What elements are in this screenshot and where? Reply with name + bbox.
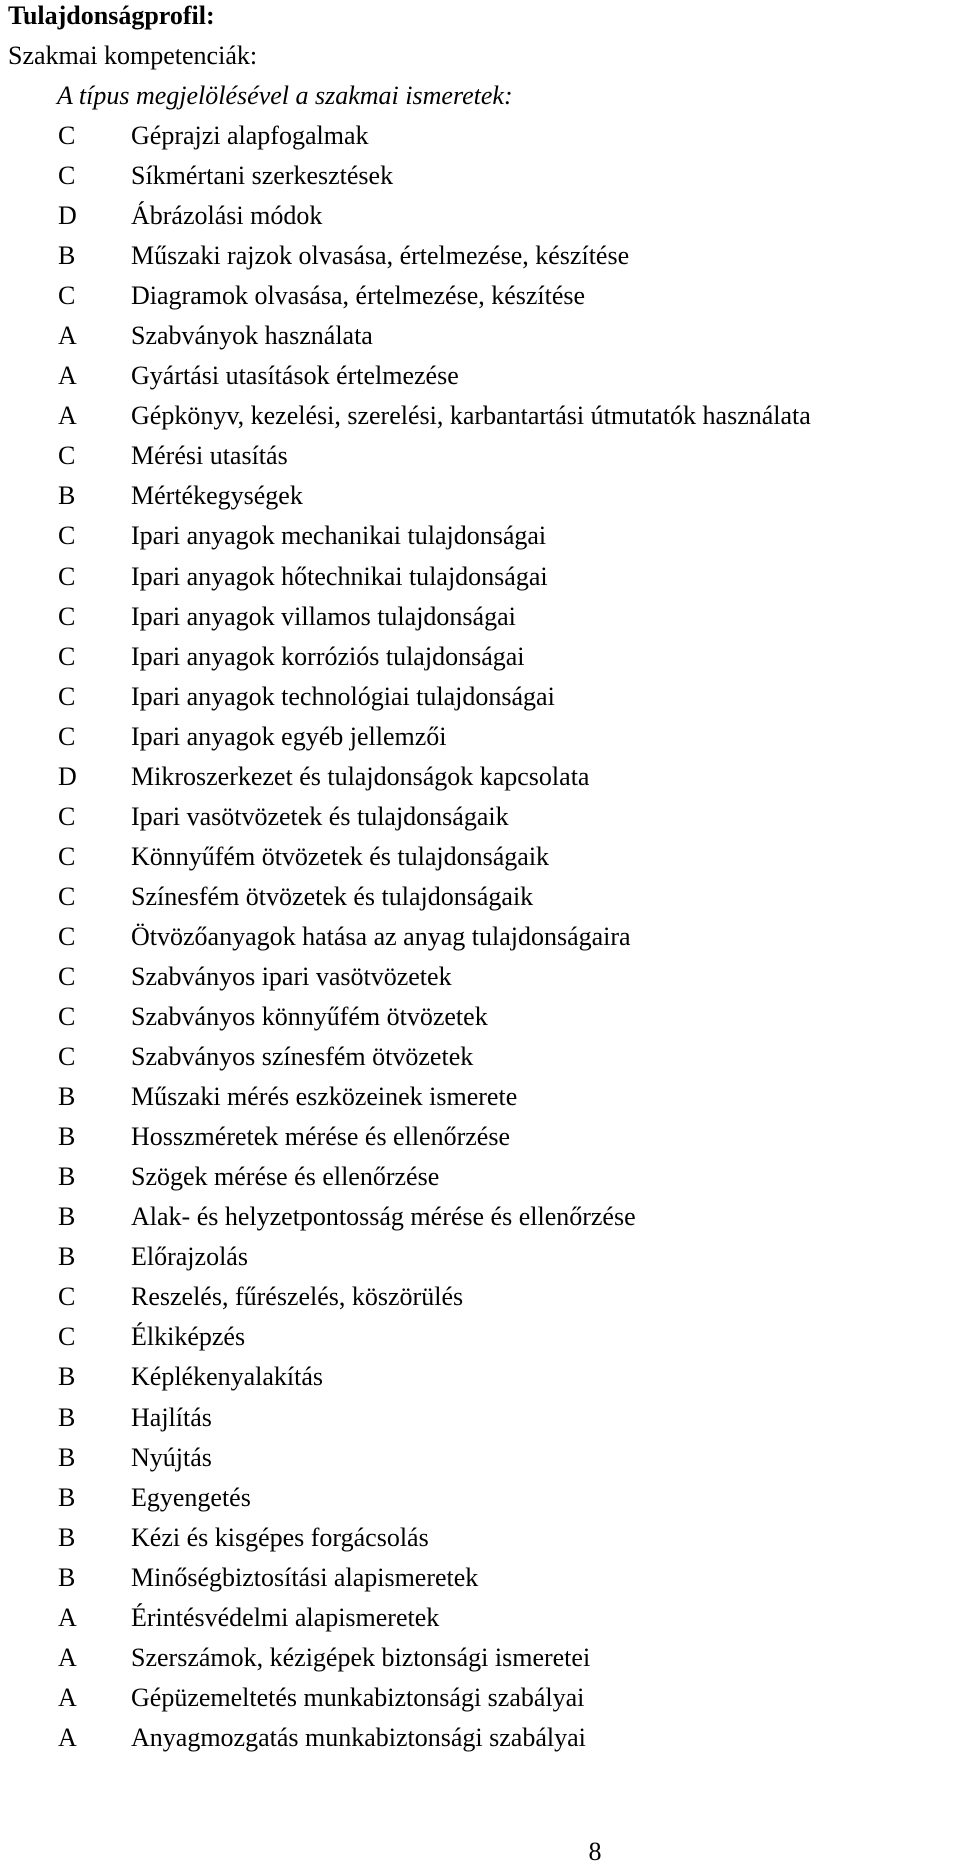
competency-text: Műszaki rajzok olvasása, értelmezése, készítése [131, 241, 630, 271]
competency-item [0, 921, 960, 961]
competency-item [0, 120, 960, 160]
competency-item [0, 1522, 960, 1562]
competency-list [0, 120, 960, 1762]
competency-text: Ipari anyagok technológiai tulajdonságai [131, 681, 555, 711]
competency-item [0, 681, 960, 721]
competency-item [0, 480, 960, 520]
competency-text: Szabványos színesfém ötvözetek [131, 1042, 474, 1072]
competency-item [0, 1562, 960, 1602]
competency-text: Gyártási utasítások értelmezése [131, 361, 459, 391]
competency-text: Műszaki mérés eszközeinek ismerete [131, 1082, 518, 1112]
competency-text: Ipari anyagok villamos tulajdonságai [131, 601, 516, 631]
competency-type: C [58, 561, 76, 591]
competency-type: B [58, 1362, 76, 1392]
competency-type: C [58, 1042, 76, 1072]
competency-item [0, 721, 960, 761]
competency-type: C [58, 1002, 76, 1032]
competency-type: C [58, 121, 76, 150]
competency-type: A [58, 1602, 77, 1632]
competency-item [0, 440, 960, 480]
competency-text: Ipari anyagok mechanikai tulajdonságai [131, 521, 547, 551]
competency-text: Alak- és helyzetpontosság mérése és ellenőrzése [131, 1202, 636, 1232]
competency-text: Élkiképzés [131, 1322, 246, 1352]
competency-text: Ipari anyagok egyéb jellemzői [131, 721, 447, 751]
competency-type: C [58, 521, 76, 551]
competency-type: C [58, 881, 76, 911]
section-heading: A típus megjelölésével a szakmai ismeretek: [57, 81, 513, 110]
competency-item [0, 1722, 960, 1762]
competency-type: C [58, 721, 76, 751]
competency-item [0, 1482, 960, 1522]
competency-text: Kézi és kisgépes forgácsolás [131, 1522, 429, 1552]
competency-item [0, 601, 960, 641]
competency-type: B [58, 1522, 76, 1552]
competency-text: Szabványok használata [131, 321, 373, 351]
competency-type: D [58, 761, 77, 791]
competency-type: A [58, 1682, 77, 1712]
competency-text: Képlékenyalakítás [131, 1362, 324, 1392]
competency-text: Reszelés, fűrészelés, köszörülés [131, 1282, 464, 1312]
competency-item [0, 200, 960, 240]
competency-item [0, 761, 960, 801]
competency-item [0, 360, 960, 400]
competency-item [0, 1361, 960, 1401]
competency-text: Hosszméretek mérése és ellenőrzése [131, 1122, 510, 1152]
competency-text: Előrajzolás [131, 1242, 248, 1272]
competency-type: D [58, 201, 77, 231]
competency-text: Mérési utasítás [131, 441, 288, 471]
competency-type: C [58, 801, 76, 831]
competency-item [0, 1642, 960, 1682]
competency-item [0, 1241, 960, 1281]
competency-type: C [58, 1322, 76, 1352]
competency-type: C [58, 961, 76, 991]
competency-type: C [58, 641, 76, 671]
competency-text: Szerszámok, kézigépek biztonsági ismeretei [131, 1642, 591, 1672]
competency-item [0, 1201, 960, 1241]
competency-type: B [58, 1482, 76, 1512]
competency-text: Diagramok olvasása, értelmezése, készítése [131, 281, 586, 311]
competency-type: B [58, 1162, 76, 1192]
competency-type: A [58, 1642, 77, 1672]
competency-type: B [58, 1442, 76, 1472]
competency-item [0, 641, 960, 681]
competency-type: C [58, 281, 76, 311]
competency-type: A [58, 401, 77, 431]
competency-type: C [58, 1282, 76, 1312]
competency-text: Ipari anyagok hőtechnikai tulajdonságai [131, 561, 548, 591]
competency-item [0, 240, 960, 280]
document-subtitle: Szakmai kompetenciák: [8, 41, 258, 70]
competency-text: Gépkönyv, kezelési, szerelési, karbantartási útmutatók használata [131, 401, 811, 431]
competency-item [0, 1682, 960, 1722]
competency-type: B [58, 1082, 76, 1112]
competency-type: C [58, 161, 76, 191]
competency-text: Anyagmozgatás munkabiztonsági szabályai [131, 1722, 586, 1752]
competency-text: Színesfém ötvözetek és tulajdonságaik [131, 881, 534, 911]
competency-type: A [58, 321, 77, 351]
competency-item [0, 1121, 960, 1161]
competency-text: Gépüzemeltetés munkabiztonsági szabályai [131, 1682, 585, 1712]
competency-type: B [58, 1562, 76, 1592]
competency-item [0, 320, 960, 360]
competency-item [0, 1001, 960, 1041]
competency-text: Szabványos könnyűfém ötvözetek [131, 1002, 488, 1032]
competency-type: B [58, 1202, 76, 1232]
competency-type: B [58, 481, 76, 511]
competency-item [0, 520, 960, 560]
competency-type: B [58, 1122, 76, 1152]
competency-item [0, 1281, 960, 1321]
competency-text: Ipari anyagok korróziós tulajdonságai [131, 641, 525, 671]
competency-item [0, 561, 960, 601]
competency-item [0, 1161, 960, 1201]
competency-item [0, 280, 960, 320]
competency-type: C [58, 921, 76, 951]
competency-item [0, 1321, 960, 1361]
competency-text: Ipari vasötvözetek és tulajdonságaik [131, 801, 509, 831]
competency-type: A [58, 1722, 77, 1752]
competency-item [0, 841, 960, 881]
competency-text: Géprajzi alapfogalmak [131, 121, 369, 150]
competency-text: Ábrázolási módok [131, 201, 323, 231]
competency-type: A [58, 361, 77, 391]
competency-item [0, 1602, 960, 1642]
competency-type: B [58, 1402, 76, 1432]
competency-text: Minőségbiztosítási alapismeretek [131, 1562, 479, 1592]
competency-item [0, 1442, 960, 1482]
page-number: 8 [588, 1837, 602, 1866]
competency-text: Síkmértani szerkesztések [131, 161, 394, 191]
competency-text: Nyújtás [131, 1442, 212, 1472]
competency-item [0, 801, 960, 841]
competency-type: C [58, 681, 76, 711]
competency-item [0, 1402, 960, 1442]
competency-text: Szabványos ipari vasötvözetek [131, 961, 452, 991]
competency-item [0, 160, 960, 200]
competency-type: C [58, 841, 76, 871]
document-title: Tulajdonságprofil: [8, 1, 215, 30]
competency-text: Mértékegységek [131, 481, 303, 511]
competency-item [0, 961, 960, 1001]
competency-text: Egyengetés [131, 1482, 251, 1512]
competency-item [0, 400, 960, 440]
competency-type: B [58, 1242, 76, 1272]
competency-text: Szögek mérése és ellenőrzése [131, 1162, 440, 1192]
competency-text: Mikroszerkezet és tulajdonságok kapcsolata [131, 761, 590, 791]
competency-type: C [58, 601, 76, 631]
competency-text: Hajlítás [131, 1402, 212, 1432]
competency-item [0, 1041, 960, 1081]
competency-type: C [58, 441, 76, 471]
competency-type: B [58, 241, 76, 271]
competency-item [0, 1081, 960, 1121]
competency-item [0, 881, 960, 921]
competency-text: Érintésvédelmi alapismeretek [131, 1602, 440, 1632]
competency-text: Könnyűfém ötvözetek és tulajdonságaik [131, 841, 550, 871]
competency-text: Ötvözőanyagok hatása az anyag tulajdonságaira [131, 921, 631, 951]
